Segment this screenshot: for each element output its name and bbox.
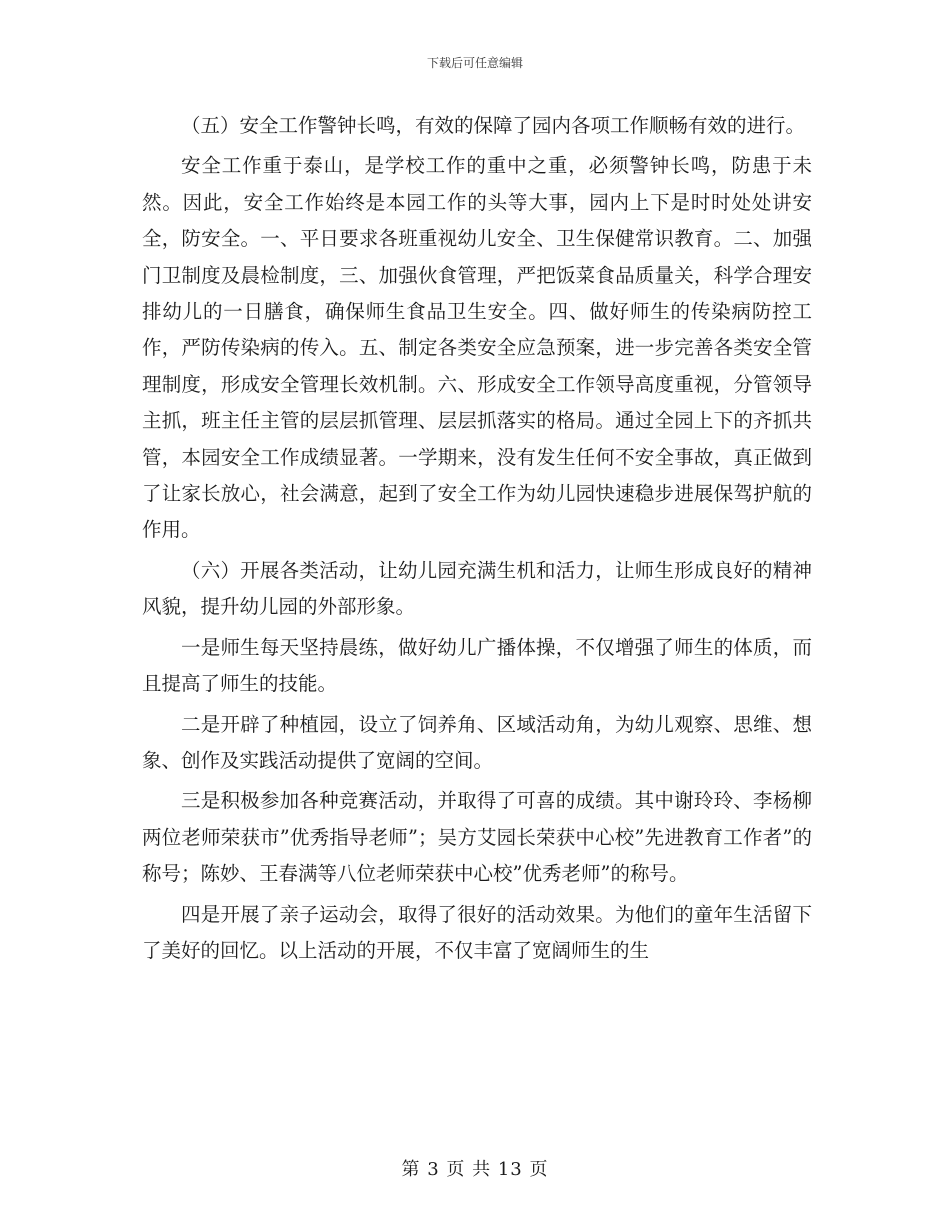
page-number-footer: 第 3 页 共 13 页 <box>401 1159 549 1180</box>
page-header: 下载后可任意编辑 <box>426 56 523 70</box>
paragraph-planting-garden: 二是开辟了种植园，设立了饲养角、区域活动角，为幼儿观察、思维、想象、创作及实践活动提供了宽阔的空间。 <box>142 712 812 772</box>
paragraph-safety-heading: （五）安全工作警钟长鸣，有效的保障了园内各项工作顺畅有效的进行。 <box>181 114 806 137</box>
document-body <box>142 108 812 973</box>
paragraph-safety-body: 安全工作重于泰山，是学校工作的重中之重，必须警钟长鸣，防患于未然。因此，安全工作始终是本园工作的头等大事，园内上下是时时处处讲安全，防安全。一、平日要求各班重视幼儿安全、卫生保健常识教育。二、加强门卫制度及晨检制度，三、加强伙食管理，严把饭菜食品质量关，科学合理安排幼儿的一日膳食，确保师生食品卫生安全。四、做好师生的传染病防控工作，严防传染病的传入。五、制定各类安全应急预案，进一步完善各类安全管理制度，形成安全管理长效机制。六、形成安全工作领导高度重视，分管领导主抓，班主任主管的层层抓管理、层层抓落实的格局。通过全园上下的齐抓共管，本园安全工作成绩显著。一学期来，没有发生任何不安全事故，真正做到了让家长放心，社会满意，起到了安全工作为幼儿园快速稳步进展保驾护航的作用。 <box>142 154 812 542</box>
paragraph-sports-meeting: 四是开展了亲子运动会，取得了很好的活动效果。为他们的童年生活留下了美好的回忆。以上活动的开展，不仅丰富了宽阔师生的生 <box>142 902 812 962</box>
paragraph-activities-heading: （六）开展各类活动，让幼儿园充满生机和活力，让师生形成良好的精神风貌，提升幼儿园的外部形象。 <box>142 558 812 619</box>
paragraph-competitions: 三是积极参加各种竞赛活动，并取得了可喜的成绩。其中谢玲玲、李杨柳两位老师荣获市”优秀指导老师”；吴方艾园长荣获中心校”先进教育工作者”的称号；陈妙、王春满等八位老师荣获中心校”优秀老师”的称号。 <box>142 789 812 886</box>
paragraph-morning-exercise: 一是师生每天坚持晨练，做好幼儿广播体操，不仅增强了师生的体质，而且提高了师生的技能。 <box>142 635 812 696</box>
